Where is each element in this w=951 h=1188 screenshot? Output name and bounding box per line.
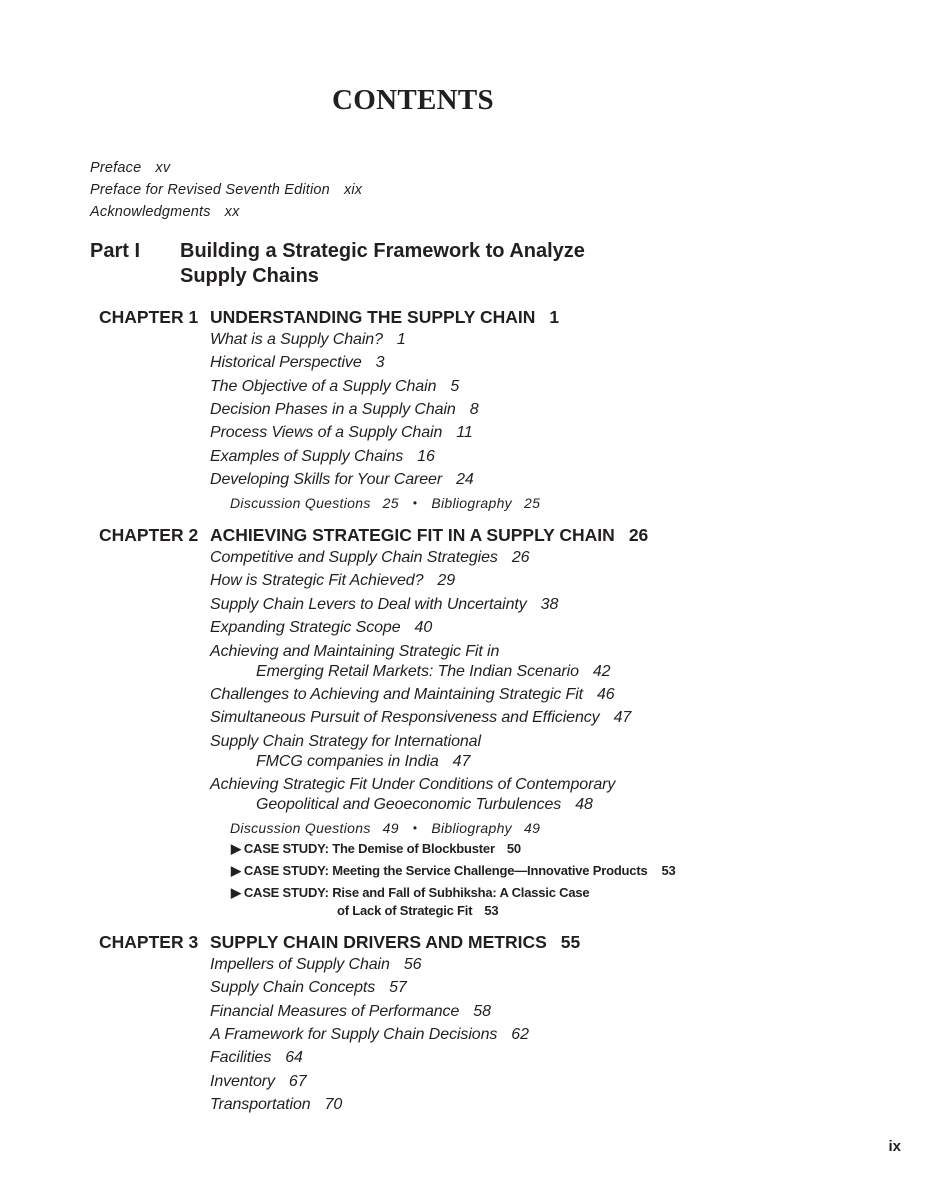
entry-page: 11 — [456, 424, 473, 441]
case-study-entry[interactable] — [231, 841, 521, 857]
triangle-bullet-icon: ▶ — [231, 841, 241, 856]
discussion-questions-label: Discussion Questions — [230, 820, 371, 836]
toc-entry[interactable] — [210, 572, 455, 590]
chapter-page: 55 — [560, 932, 581, 952]
entry-title: Historical Perspective — [210, 354, 362, 371]
entry-title: Expanding Strategic Scope — [210, 619, 401, 636]
case-study-page: 53 — [484, 903, 499, 918]
toc-entry[interactable] — [210, 686, 615, 704]
toc-entry-acknowledgments[interactable] — [90, 204, 240, 220]
entry-page: 70 — [324, 1096, 343, 1113]
page-title: CONTENTS — [332, 84, 494, 116]
chapter-2-heading[interactable] — [99, 525, 649, 546]
toc-entry[interactable] — [210, 596, 558, 614]
toc-entry[interactable] — [210, 1026, 529, 1044]
case-study-title: Rise and Fall of Subhiksha: A Classic Case — [332, 885, 590, 900]
bullet-separator: • — [412, 496, 418, 510]
toc-entry[interactable] — [210, 354, 384, 372]
toc-entry[interactable] — [210, 471, 474, 489]
toc-entry[interactable] — [210, 776, 615, 794]
chapter-label: CHAPTER 3 — [99, 932, 199, 952]
entry-title-continuation: Geopolitical and Geoeconomic Turbulences — [256, 796, 562, 813]
part-title-line1: Building a Strategic Framework to Analyze — [180, 240, 585, 262]
entry-title: Decision Phases in a Supply Chain — [210, 401, 456, 418]
discussion-questions-page: 25 — [382, 495, 399, 511]
entry-page: 26 — [511, 549, 530, 566]
case-study-title: The Demise of Blockbuster — [332, 841, 495, 856]
toc-entry-continuation[interactable] — [256, 663, 610, 681]
entry-title: Simultaneous Pursuit of Responsiveness and Efficiency — [210, 709, 600, 726]
entry-page: 1 — [396, 331, 406, 348]
entry-page: 16 — [417, 448, 435, 465]
entry-title: Challenges to Achieving and Maintaining Strategic Fit — [210, 686, 583, 703]
entry-page: 47 — [452, 753, 471, 770]
entry-title: Supply Chain Concepts — [210, 979, 376, 996]
bullet-separator: • — [412, 821, 418, 835]
bibliography-page: 25 — [523, 495, 541, 511]
toc-entry[interactable] — [210, 709, 631, 727]
entry-title: Supply Chain Strategy for International — [210, 733, 481, 750]
chapter-1-end-matter — [230, 495, 540, 511]
entry-title-continuation: Emerging Retail Markets: The Indian Scenario — [256, 663, 579, 680]
triangle-bullet-icon: ▶ — [231, 885, 241, 900]
entry-page: xv — [155, 160, 171, 176]
case-study-page: 50 — [506, 841, 521, 856]
case-study-page: 53 — [661, 863, 676, 878]
case-study-prefix: CASE STUDY: — [243, 863, 329, 878]
chapter-title: UNDERSTANDING THE SUPPLY CHAIN — [210, 307, 536, 327]
entry-page: 5 — [450, 378, 460, 395]
entry-title: Achieving and Maintaining Strategic Fit in — [210, 643, 500, 660]
toc-entry[interactable] — [210, 1003, 491, 1021]
toc-entry-continuation[interactable] — [256, 753, 470, 771]
entry-page: 64 — [285, 1049, 303, 1066]
entry-page: 56 — [403, 956, 422, 973]
entry-title: How is Strategic Fit Achieved? — [210, 572, 424, 589]
toc-entry[interactable] — [210, 401, 479, 419]
entry-page: 29 — [437, 572, 455, 589]
part-title-line2: Supply Chains — [180, 265, 319, 287]
entry-title: Facilities — [210, 1049, 272, 1066]
entry-title: Developing Skills for Your Career — [210, 471, 443, 488]
entry-title-continuation: FMCG companies in India — [256, 753, 439, 770]
entry-page: 42 — [592, 663, 611, 680]
chapter-page: 26 — [628, 525, 649, 545]
entry-page: 38 — [540, 596, 559, 613]
toc-entry[interactable] — [210, 549, 529, 567]
toc-entry[interactable] — [210, 378, 459, 396]
entry-page: 40 — [414, 619, 433, 636]
case-study-continuation[interactable] — [337, 903, 498, 918]
chapter-3-heading[interactable] — [99, 932, 581, 953]
toc-entry[interactable] — [210, 1049, 303, 1067]
case-study-title: Meeting the Service Challenge—Innovative Products — [332, 863, 648, 878]
case-study-title-continuation: of Lack of Strategic Fit — [337, 903, 473, 918]
chapter-title: SUPPLY CHAIN DRIVERS AND METRICS — [210, 932, 547, 952]
entry-title: Supply Chain Levers to Deal with Uncertainty — [210, 596, 527, 613]
discussion-questions-label: Discussion Questions — [230, 495, 371, 511]
triangle-bullet-icon: ▶ — [231, 863, 241, 878]
chapter-2-end-matter — [230, 820, 540, 836]
entry-label: Preface — [90, 160, 142, 176]
toc-entry[interactable] — [210, 643, 499, 661]
entry-title: A Framework for Supply Chain Decisions — [210, 1026, 498, 1043]
entry-label: Preface for Revised Seventh Edition — [90, 182, 330, 198]
entry-page: 3 — [375, 354, 385, 371]
toc-entry[interactable] — [210, 1073, 307, 1091]
toc-entry[interactable] — [210, 331, 406, 349]
chapter-label: CHAPTER 1 — [99, 307, 199, 327]
toc-entry[interactable] — [210, 619, 432, 637]
part-label: Part I — [90, 240, 141, 262]
toc-entry[interactable] — [210, 979, 407, 997]
bibliography-label: Bibliography — [431, 820, 512, 836]
entry-page: xx — [224, 204, 240, 220]
entry-title: Examples of Supply Chains — [210, 448, 404, 465]
entry-title: Financial Measures of Performance — [210, 1003, 460, 1020]
entry-label: Acknowledgments — [90, 204, 211, 220]
bibliography-page: 49 — [523, 820, 541, 836]
discussion-questions-page: 49 — [382, 820, 399, 836]
entry-page: 58 — [473, 1003, 491, 1020]
chapter-page: 1 — [549, 307, 560, 327]
toc-entry-preface[interactable] — [90, 160, 170, 176]
case-study-entry[interactable] — [231, 885, 589, 901]
bibliography-label: Bibliography — [431, 495, 512, 511]
toc-entry[interactable] — [210, 424, 473, 442]
chapter-title: ACHIEVING STRATEGIC FIT IN A SUPPLY CHAIN — [210, 525, 615, 545]
entry-title: Impellers of Supply Chain — [210, 956, 390, 973]
entry-page: 46 — [597, 686, 615, 703]
entry-title: Process Views of a Supply Chain — [210, 424, 443, 441]
case-study-prefix: CASE STUDY: — [243, 885, 329, 900]
entry-page: 62 — [511, 1026, 529, 1043]
entry-title: Transportation — [210, 1096, 311, 1113]
toc-entry-continuation[interactable] — [256, 796, 593, 814]
entry-page: 67 — [288, 1073, 307, 1090]
entry-title: Competitive and Supply Chain Strategies — [210, 549, 498, 566]
entry-page: xix — [343, 182, 363, 198]
entry-title: Achieving Strategic Fit Under Conditions of Contemporary — [210, 776, 616, 793]
case-study-entry[interactable] — [231, 863, 676, 879]
toc-entry[interactable] — [210, 1096, 342, 1114]
toc-entry[interactable] — [210, 448, 435, 466]
entry-page: 24 — [456, 471, 474, 488]
entry-page: 47 — [613, 709, 632, 726]
entry-title: Inventory — [210, 1073, 275, 1090]
entry-title: The Objective of a Supply Chain — [210, 378, 437, 395]
toc-entry-preface-revised[interactable] — [90, 182, 362, 198]
toc-entry[interactable] — [210, 733, 481, 751]
entry-page: 57 — [389, 979, 407, 996]
chapter-label: CHAPTER 2 — [99, 525, 199, 545]
case-study-prefix: CASE STUDY: — [243, 841, 329, 856]
toc-entry[interactable] — [210, 956, 421, 974]
page-number: ix — [888, 1138, 901, 1155]
entry-page: 48 — [575, 796, 593, 813]
entry-title: What is a Supply Chain? — [210, 331, 383, 348]
entry-page: 8 — [469, 401, 479, 418]
chapter-1-heading[interactable] — [99, 307, 560, 328]
